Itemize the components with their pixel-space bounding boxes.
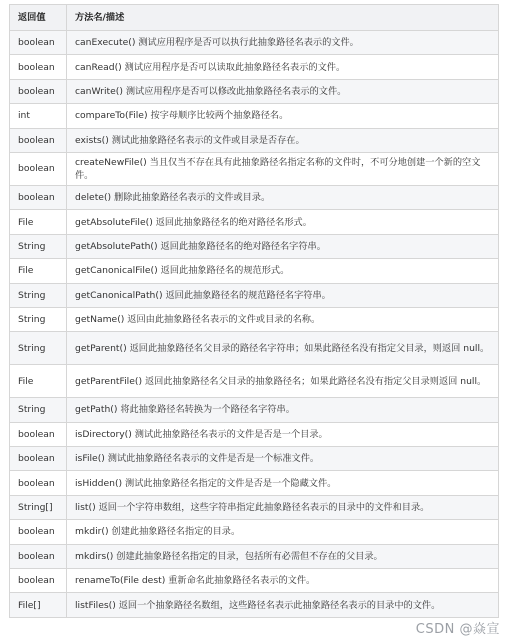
return-type-cell: boolean bbox=[10, 471, 67, 495]
method-description-cell: list() 返回一个字符串数组，这些字符串指定此抽象路径名表示的目录中的文件和目录。 bbox=[67, 495, 499, 519]
table-row bbox=[10, 520, 499, 544]
method-description-cell: delete() 删除此抽象路径名表示的文件或目录。 bbox=[67, 185, 499, 209]
method-description-cell: mkdirs() 创建此抽象路径名指定的目录，包括所有必需但不存在的父目录。 bbox=[67, 544, 499, 568]
return-type-cell: String bbox=[10, 283, 67, 307]
method-description-cell: getAbsolutePath() 返回此抽象路径名的绝对路径名字符串。 bbox=[67, 234, 499, 258]
return-type-cell: boolean bbox=[10, 152, 67, 185]
return-type-cell: boolean bbox=[10, 544, 67, 568]
return-type-cell: boolean bbox=[10, 447, 67, 471]
method-description-cell: isDirectory() 测试此抽象路径名表示的文件是否是一个目录。 bbox=[67, 422, 499, 446]
return-type-cell: int bbox=[10, 104, 67, 128]
table-row bbox=[10, 398, 499, 422]
return-type-cell: boolean bbox=[10, 520, 67, 544]
method-description-cell: exists() 测试此抽象路径名表示的文件或目录是否存在。 bbox=[67, 128, 499, 152]
return-type-cell: File bbox=[10, 259, 67, 283]
table-row bbox=[10, 422, 499, 446]
method-description-cell: getCanonicalPath() 返回此抽象路径名的规范路径名字符串。 bbox=[67, 283, 499, 307]
return-type-cell: boolean bbox=[10, 569, 67, 593]
return-type-cell: String bbox=[10, 398, 67, 422]
table-row bbox=[10, 210, 499, 234]
table-row bbox=[10, 544, 499, 568]
table-row bbox=[10, 471, 499, 495]
table-row bbox=[10, 569, 499, 593]
method-description-cell: createNewFile() 当且仅当不存在具有此抽象路径名指定名称的文件时，不可分地创建一个新的空文件。 bbox=[67, 152, 499, 185]
table-row bbox=[10, 593, 499, 617]
return-type-cell: boolean bbox=[10, 185, 67, 209]
table-row bbox=[10, 104, 499, 128]
table-row bbox=[10, 128, 499, 152]
table-header-row bbox=[10, 5, 499, 31]
header-method-description: 方法名/描述 bbox=[67, 5, 499, 31]
java-file-methods-table bbox=[9, 4, 499, 618]
table-row bbox=[10, 55, 499, 79]
return-type-cell: boolean bbox=[10, 128, 67, 152]
table-row bbox=[10, 31, 499, 55]
method-description-cell: canExecute() 测试应用程序是否可以执行此抽象路径名表示的文件。 bbox=[67, 31, 499, 55]
return-type-cell: boolean bbox=[10, 422, 67, 446]
table-row bbox=[10, 283, 499, 307]
method-description-cell: getParentFile() 返回此抽象路径名父目录的抽象路径名；如果此路径名没有指定父目录则返回 null。 bbox=[67, 365, 499, 398]
return-type-cell: boolean bbox=[10, 31, 67, 55]
table-row bbox=[10, 152, 499, 185]
method-description-cell: renameTo(File dest) 重新命名此抽象路径名表示的文件。 bbox=[67, 569, 499, 593]
method-description-cell: canWrite() 测试应用程序是否可以修改此抽象路径名表示的文件。 bbox=[67, 79, 499, 103]
return-type-cell: File bbox=[10, 365, 67, 398]
csdn-watermark: CSDN @焱宣 bbox=[415, 622, 500, 637]
table-row bbox=[10, 447, 499, 471]
method-description-cell: getCanonicalFile() 返回此抽象路径名的规范形式。 bbox=[67, 259, 499, 283]
table-row bbox=[10, 332, 499, 365]
return-type-cell: boolean bbox=[10, 79, 67, 103]
method-description-cell: mkdir() 创建此抽象路径名指定的目录。 bbox=[67, 520, 499, 544]
return-type-cell: boolean bbox=[10, 55, 67, 79]
method-description-cell: canRead() 测试应用程序是否可以读取此抽象路径名表示的文件。 bbox=[67, 55, 499, 79]
return-type-cell: String[] bbox=[10, 495, 67, 519]
table-row bbox=[10, 365, 499, 398]
method-description-cell: isFile() 测试此抽象路径名表示的文件是否是一个标准文件。 bbox=[67, 447, 499, 471]
return-type-cell: File[] bbox=[10, 593, 67, 617]
table-row bbox=[10, 234, 499, 258]
method-description-cell: compareTo(File) 按字母顺序比较两个抽象路径名。 bbox=[67, 104, 499, 128]
return-type-cell: File bbox=[10, 210, 67, 234]
method-description-cell: listFiles() 返回一个抽象路径名数组，这些路径名表示此抽象路径名表示的目录中的文件。 bbox=[67, 593, 499, 617]
table-row bbox=[10, 185, 499, 209]
return-type-cell: String bbox=[10, 332, 67, 365]
table-row bbox=[10, 307, 499, 331]
return-type-cell: String bbox=[10, 307, 67, 331]
method-description-cell: getPath() 将此抽象路径名转换为一个路径名字符串。 bbox=[67, 398, 499, 422]
method-description-cell: getParent() 返回此抽象路径名父目录的路径名字符串；如果此路径名没有指定父目录，则返回 null。 bbox=[67, 332, 499, 365]
method-description-cell: isHidden() 测试此抽象路径名指定的文件是否是一个隐藏文件。 bbox=[67, 471, 499, 495]
return-type-cell: String bbox=[10, 234, 67, 258]
table-row bbox=[10, 259, 499, 283]
table-row bbox=[10, 79, 499, 103]
method-description-cell: getAbsoluteFile() 返回此抽象路径名的绝对路径名形式。 bbox=[67, 210, 499, 234]
table-row bbox=[10, 495, 499, 519]
header-return-type: 返回值 bbox=[10, 5, 67, 31]
method-description-cell: getName() 返回由此抽象路径名表示的文件或目录的名称。 bbox=[67, 307, 499, 331]
